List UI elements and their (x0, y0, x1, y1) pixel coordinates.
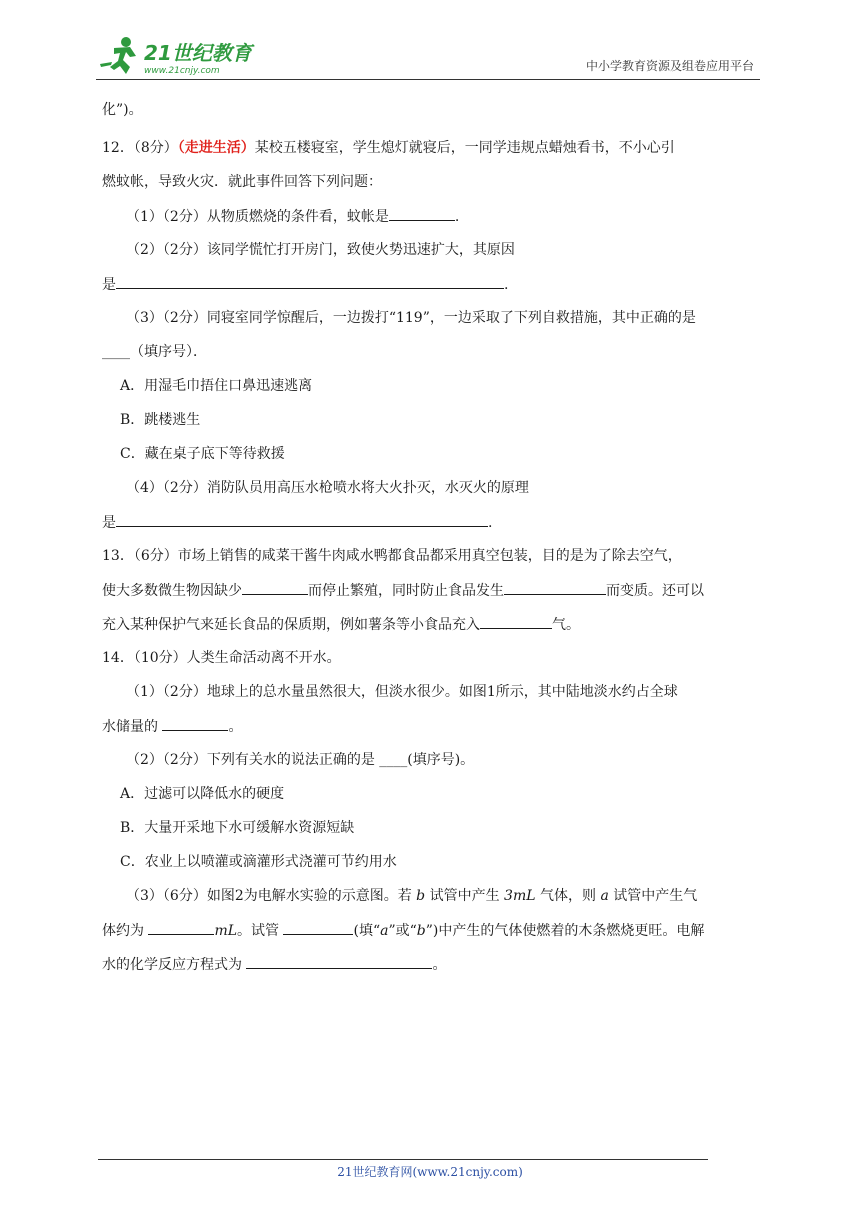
q12-option-c: C．藏在桌子底下等待救援 (120, 446, 285, 462)
q13-line3 (102, 614, 580, 635)
q12-stem-line2: 燃蚊帐，导致火灾．就此事件回答下列问题： (102, 174, 382, 190)
q14-part3-line1 (126, 886, 697, 906)
q14-part3-line2 (102, 920, 704, 941)
q13-line2 (102, 580, 704, 601)
q14-part3-line3 (102, 954, 446, 975)
q12-part2-line1: （2）（2分）该同学慌忙打开房门，致使火势迅速扩大，其原因 (126, 242, 515, 258)
math-var: a (600, 888, 609, 904)
q12-part3-line1: （3）（2分）同寝室同学惊醒后，一边拨打“119”，一边采取了下列自救措施，其中正确的是 (126, 310, 696, 326)
math-var: mL (214, 923, 238, 939)
q14-text: （3）（6分）如图2为电解水实验的示意图。若 (126, 888, 417, 904)
header-divider (96, 79, 760, 80)
q12-part1 (126, 206, 459, 227)
math-var: 3mL (504, 888, 536, 904)
q13-line1: 13．（6分）市场上销售的咸菜干酱牛肉咸水鸭都食品都采用真空包装，目的是为了除去空气， (102, 548, 682, 564)
logo-url: www.21cnjy.com (144, 66, 220, 76)
q12-part1-text: （1）（2分）从物质燃烧的条件看，蚊帐是 (126, 209, 389, 225)
math-var: a (380, 923, 389, 939)
q14-part1-line2 (102, 716, 242, 737)
q12-part3-line2: ____（填序号）． (102, 344, 207, 360)
answer-blank[interactable] (246, 954, 432, 969)
q13-text: 气。 (552, 617, 580, 633)
q14-option-b: B．大量开采地下水可缓解水资源短缺 (120, 820, 355, 836)
q14-part1-line1: （1）（2分）地球上的总水量虽然很大，但淡水很少。如图1所示，其中陆地淡水约占全球 (126, 684, 678, 700)
q14-text: ”或“ (388, 923, 417, 939)
page-header (96, 34, 760, 80)
q14-text: 体约为 (102, 923, 149, 939)
q13-text: 充入某种保护气来延长食品的保质期，例如薯条等小食品充入 (102, 617, 480, 633)
q14-text: 试管中产生 (425, 888, 505, 904)
footer-text[interactable]: 21世纪教育网(www.21cnjy.com) (337, 1165, 523, 1179)
site-logo (96, 34, 266, 78)
q12-part2-prefix: 是 (102, 277, 116, 293)
q14-text: (填“ (353, 923, 381, 939)
logo-text: 21世纪教育 (144, 41, 252, 65)
answer-blank[interactable] (116, 274, 504, 289)
answer-blank[interactable] (242, 580, 308, 595)
answer-blank[interactable] (504, 580, 606, 595)
q14-text: 气体，则 (535, 888, 601, 904)
q12-number: 12．（8分） (102, 140, 178, 156)
q14-text: 水储量的 (102, 719, 163, 735)
q13-text: 而停止繁殖，同时防止食品发生 (308, 583, 504, 599)
q13-text: 而变质。还可以 (606, 583, 704, 599)
period: . (488, 515, 493, 531)
math-var: b (416, 923, 426, 939)
period: . (504, 277, 509, 293)
q14-text: 试管中产生气 (608, 888, 698, 904)
q12-option-b: B．跳楼逃生 (120, 412, 201, 428)
answer-blank[interactable] (162, 716, 228, 731)
answer-blank[interactable] (116, 512, 488, 527)
q14-stem: 14．（10分）人类生命活动离不开水。 (102, 650, 341, 666)
q12-stem-text: 某校五楼寝室，学生熄灯就寝后，一同学违规点蜡烛看书，不小心引 (254, 140, 675, 156)
q12-option-a: A．用湿毛巾捂住口鼻迅速逃离 (120, 378, 313, 394)
q14-text: 水的化学反应方程式为 (102, 957, 247, 973)
math-var: b (416, 888, 426, 904)
q12-tag: （走进生活） (177, 140, 255, 156)
platform-label: 中小学教育资源及组卷应用平台 (585, 59, 754, 73)
answer-blank[interactable] (389, 206, 455, 221)
answer-blank[interactable] (480, 614, 552, 629)
q12-part2-line2 (102, 274, 508, 295)
q14-part2: （2）（2分）下列有关水的说法正确的是 ____(填序号)。 (126, 752, 475, 768)
q14-text: ”)中产生的气体使燃着的木条燃烧更旺。电解 (425, 923, 705, 939)
q14-option-a: A．过滤可以降低水的硬度 (120, 786, 285, 802)
answer-blank[interactable] (148, 920, 214, 935)
q12-stem-line1 (102, 138, 675, 158)
q12-part4-line1: （4）（2分）消防队员用高压水枪喷水将大火扑灭，水灭火的原理 (126, 480, 529, 496)
answer-blank[interactable] (283, 920, 353, 935)
continued-line: 化”)。 (102, 102, 143, 118)
q12-part4-line2 (102, 512, 492, 533)
q14-text: 。 (432, 957, 447, 973)
q14-text: 。试管 (237, 923, 284, 939)
period: . (454, 209, 460, 225)
q14-option-c: C．农业上以喷灌或滴灌形式浇灌可节约用水 (120, 854, 397, 870)
q13-text: 使大多数微生物因缺少 (102, 583, 242, 599)
q14-text: 。 (228, 719, 243, 735)
q12-part4-prefix: 是 (102, 515, 116, 531)
footer-divider (98, 1159, 708, 1160)
